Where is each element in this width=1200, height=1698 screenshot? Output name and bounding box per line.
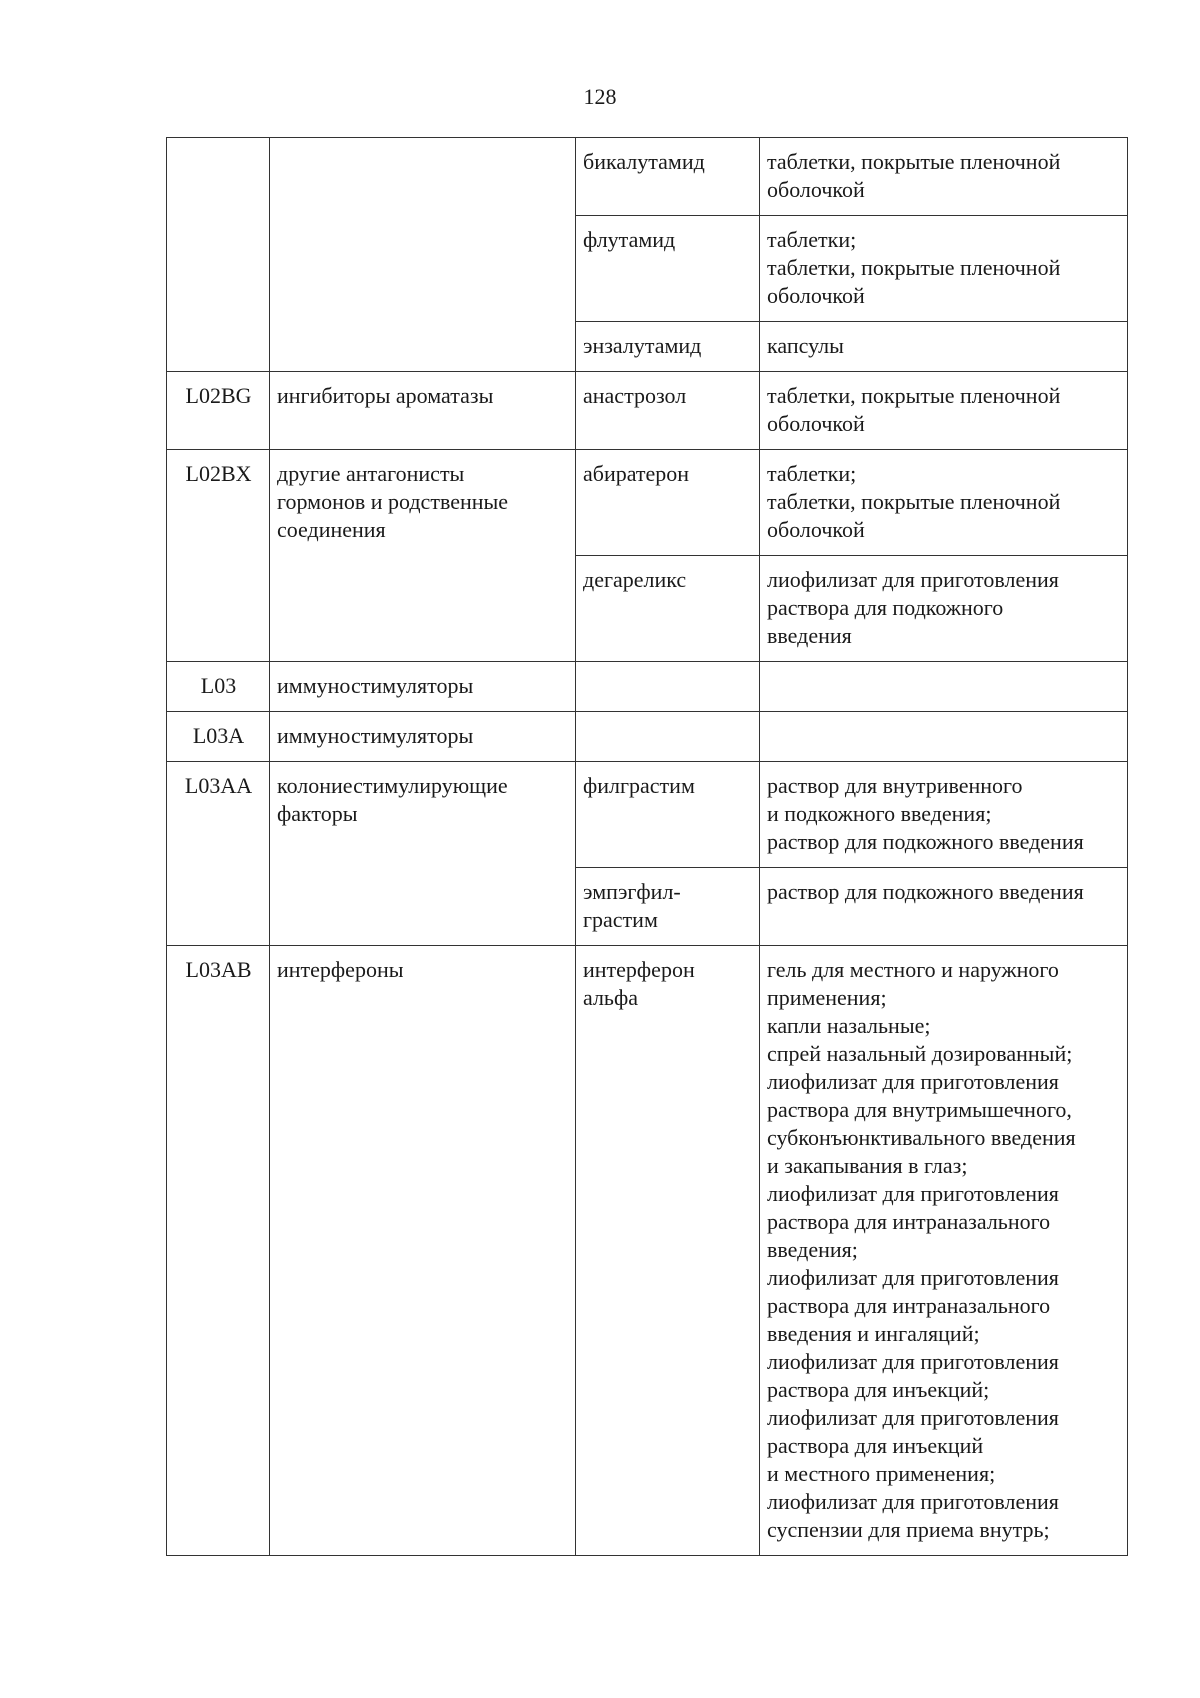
atc-code-cell: L03AA	[167, 762, 270, 946]
drug-name-line: анастрозол	[583, 383, 687, 408]
drug-name-cell	[576, 556, 760, 662]
group-name-cell	[270, 712, 576, 762]
table-row	[167, 450, 1128, 556]
dosage-form-line: оболочкой	[767, 283, 865, 308]
dosage-form-line: раствора для инъекций;	[767, 1377, 990, 1402]
dosage-form-line: лиофилизат для приготовления	[767, 1349, 1059, 1374]
table-row	[167, 662, 1128, 712]
dosage-form-line: оболочкой	[767, 177, 865, 202]
dosage-form-line: лиофилизат для приготовления	[767, 1489, 1059, 1514]
dosage-form-line: таблетки, покрытые пленочной	[767, 255, 1061, 280]
dosage-form-line: суспензии для приема внутрь;	[767, 1517, 1050, 1542]
dosage-form-line: лиофилизат для приготовления	[767, 1405, 1059, 1430]
group-name-line: иммуностимуляторы	[277, 723, 474, 748]
dosage-form-line: и подкожного введения;	[767, 801, 992, 826]
dosage-form-line: таблетки, покрытые пленочной	[767, 383, 1061, 408]
group-name-cell	[270, 138, 576, 372]
drug-name-line: абиратерон	[583, 461, 690, 486]
drug-name-line: флутамид	[583, 227, 676, 252]
dosage-form-line: лиофилизат для приготовления	[767, 1069, 1059, 1094]
group-name-line: гормонов и родственные	[277, 489, 509, 514]
dosage-form-cell	[760, 946, 1128, 1556]
dosage-form-line: и закапывания в глаз;	[767, 1153, 968, 1178]
dosage-form-line: раствора для внутримышечного,	[767, 1097, 1072, 1122]
drug-name-cell	[576, 712, 760, 762]
drug-name-cell	[576, 868, 760, 946]
dosage-form-line: раствора для интраназального	[767, 1293, 1051, 1318]
drug-name-line: энзалутамид	[583, 333, 702, 358]
drug-name-line: бикалутамид	[583, 149, 705, 174]
drug-name-cell	[576, 946, 760, 1556]
page-number: 128	[583, 84, 617, 109]
dosage-form-line: таблетки, покрытые пленочной	[767, 489, 1061, 514]
drug-name-cell	[576, 762, 760, 868]
atc-code-cell: L02BX	[167, 450, 270, 662]
dosage-form-line: введения;	[767, 1237, 858, 1262]
dosage-form-line: лиофилизат для приготовления	[767, 1181, 1059, 1206]
dosage-form-line: раствора для интраназального	[767, 1209, 1051, 1234]
group-name-line: другие антагонисты	[277, 461, 465, 486]
dosage-form-line: оболочкой	[767, 517, 865, 542]
dosage-form-line: гель для местного и наружного	[767, 957, 1059, 982]
dosage-form-line: введения	[767, 623, 852, 648]
dosage-form-cell	[760, 762, 1128, 868]
group-name-line: интерфероны	[277, 957, 404, 982]
drug-name-cell	[576, 322, 760, 372]
dosage-form-line: спрей назальный дозированный;	[767, 1041, 1073, 1066]
dosage-form-line: капсулы	[767, 333, 844, 358]
dosage-form-line: таблетки;	[767, 227, 857, 252]
table-row	[167, 138, 1128, 216]
dosage-form-cell	[760, 712, 1128, 762]
dosage-form-line: капли назальные;	[767, 1013, 931, 1038]
dosage-form-line: таблетки, покрытые пленочной	[767, 149, 1061, 174]
dosage-form-line: раствор для внутривенного	[767, 773, 1023, 798]
drug-name-line: альфа	[583, 985, 638, 1010]
dosage-form-line: лиофилизат для приготовления	[767, 1265, 1059, 1290]
group-name-cell	[270, 662, 576, 712]
group-name-cell	[270, 762, 576, 946]
dosage-form-line: раствора для инъекций	[767, 1433, 984, 1458]
group-name-line: соединения	[277, 517, 386, 542]
drug-name-cell	[576, 372, 760, 450]
group-name-line: факторы	[277, 801, 358, 826]
table-row	[167, 372, 1128, 450]
dosage-form-line: раствора для подкожного	[767, 595, 1004, 620]
dosage-form-line: лиофилизат для приготовления	[767, 567, 1059, 592]
atc-code-cell: L02BG	[167, 372, 270, 450]
dosage-form-cell	[760, 138, 1128, 216]
table-row	[167, 712, 1128, 762]
drug-name-line: грастим	[583, 907, 658, 932]
dosage-form-line: оболочкой	[767, 411, 865, 436]
group-name-cell	[270, 946, 576, 1556]
dosage-form-cell	[760, 322, 1128, 372]
dosage-form-cell	[760, 556, 1128, 662]
drug-name-line: дегареликс	[583, 567, 687, 592]
dosage-form-cell	[760, 662, 1128, 712]
dosage-form-line: раствор для подкожного введения	[767, 829, 1084, 854]
dosage-form-line: применения;	[767, 985, 887, 1010]
dosage-form-cell	[760, 868, 1128, 946]
group-name-cell	[270, 372, 576, 450]
dosage-form-line: субконъюнктивального введения	[767, 1125, 1076, 1150]
group-name-line: ингибиторы ароматазы	[277, 383, 494, 408]
group-name-cell	[270, 450, 576, 662]
group-name-line: иммуностимуляторы	[277, 673, 474, 698]
dosage-form-cell	[760, 216, 1128, 322]
atc-code-cell	[167, 138, 270, 372]
drug-name-cell	[576, 216, 760, 322]
atc-code-cell: L03	[167, 662, 270, 712]
dosage-form-line: раствор для подкожного введения	[767, 879, 1084, 904]
drug-name-line: интерферон	[583, 957, 695, 982]
drug-name-cell	[576, 450, 760, 556]
dosage-form-cell	[760, 450, 1128, 556]
drug-name-line: эмпэгфил-	[583, 879, 681, 904]
group-name-line: колониестимулирующие	[277, 773, 508, 798]
atc-code-cell: L03AB	[167, 946, 270, 1556]
atc-code-cell: L03A	[167, 712, 270, 762]
drug-name-cell	[576, 662, 760, 712]
drug-table	[166, 137, 1128, 1556]
dosage-form-line: и местного применения;	[767, 1461, 996, 1486]
drug-name-cell	[576, 138, 760, 216]
dosage-form-line: таблетки;	[767, 461, 857, 486]
dosage-form-cell	[760, 372, 1128, 450]
table-row	[167, 762, 1128, 868]
dosage-form-line: введения и ингаляций;	[767, 1321, 980, 1346]
table-row	[167, 946, 1128, 1556]
drug-name-line: филграстим	[583, 773, 695, 798]
